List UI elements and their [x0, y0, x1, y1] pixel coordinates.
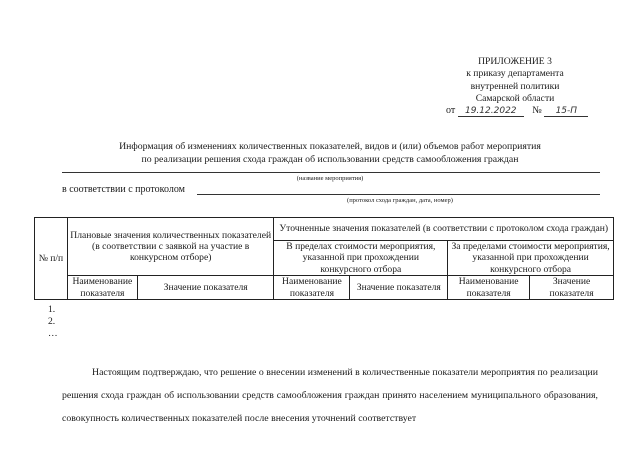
protocol-line — [197, 194, 600, 195]
event-name-line — [62, 172, 600, 173]
within-cost-header: В пределах стоимости мероприятия, указанной при прохождении конкурсного отбора — [274, 241, 448, 276]
from-label: от — [446, 105, 456, 116]
beyond-value-header: Значение показателя — [530, 276, 614, 300]
within-name-header: Наименование показателя — [274, 276, 350, 300]
row-numbers — [48, 304, 58, 340]
planned-values-header: Плановые значения количественных показателей (в соответствии с заявкой на участие в конкурсном отборе) — [67, 218, 274, 276]
confirmation-paragraph: Настоящим подтверждаю, что решение о внесении изменений в количественные показатели мероприятия по реализации решения схода граждан об использовании средств самообложения граждан принято населением муниципального образования, совокупность количественных показателей после внесения уточнений соответствует — [62, 367, 598, 424]
beyond-name-header: Наименование показателя — [448, 276, 530, 300]
planned-value-header: Значение показателя — [137, 276, 274, 300]
title-line-1: Информация об изменениях количественных показателей, видов и (или) объемов работ мероприятия — [119, 141, 541, 152]
document-title — [60, 141, 600, 166]
appendix-line-2: к приказу департамента — [466, 68, 564, 80]
number-label: № — [532, 105, 542, 116]
row-number: 1. — [48, 304, 56, 315]
col-number-header: № п/п — [35, 218, 68, 300]
event-name-caption: (название мероприятия) — [296, 175, 364, 182]
protocol-caption: (протокол схода граждан, дата, номер) — [347, 197, 453, 204]
order-date-number — [446, 105, 588, 117]
title-line-2: по реализации решения схода граждан об использовании средств самообложения граждан — [141, 153, 519, 165]
row-number: 2. — [48, 316, 56, 327]
appendix-line-3: внутренней политики — [470, 80, 560, 92]
appendix-title: ПРИЛОЖЕНИЕ 3 — [478, 56, 552, 67]
appendix-line-4: Самарской области — [475, 93, 555, 105]
row-number: … — [48, 328, 58, 339]
appendix-header — [420, 56, 610, 106]
planned-name-header: Наименование показателя — [67, 276, 137, 300]
protocol-label: в соответствии с протоколом — [62, 184, 185, 195]
indicators-table — [34, 217, 614, 300]
beyond-cost-header: За пределами стоимости мероприятия, указанной при прохождении конкурсного отбора — [448, 241, 614, 276]
order-number: 15-П — [544, 106, 588, 117]
order-date: 19.12.2022 — [458, 106, 524, 117]
refined-values-header: Уточненные значения показателей (в соответствии с протоколом схода граждан) — [274, 218, 614, 241]
within-value-header: Значение показателя — [350, 276, 448, 300]
